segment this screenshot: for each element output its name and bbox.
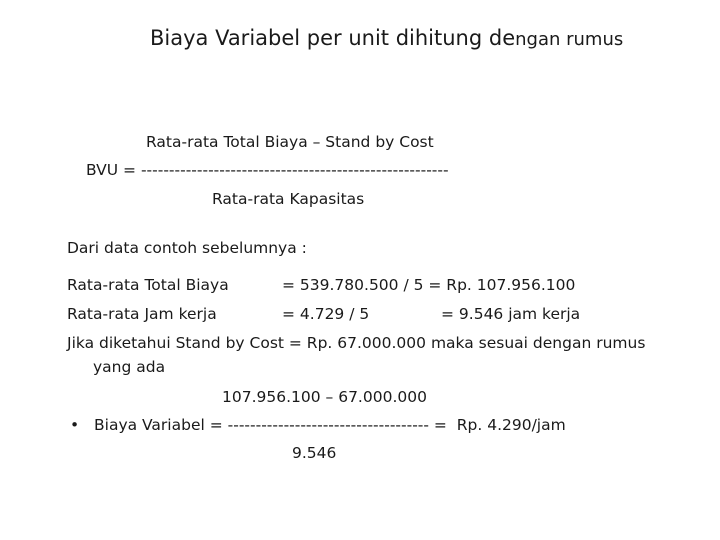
standby-condition-line1: Jika diketahui Stand by Cost = Rp. 67.000.000 maka sesuai dengan rumus (67, 334, 646, 352)
bvu-formula-line: BVU = ------------------------------------------------------- (86, 161, 449, 179)
calc-denominator: 9.546 (292, 444, 337, 462)
bvu-denominator: Rata-rata Kapasitas (212, 190, 365, 208)
avg-total-cost-label: Rata-rata Total Biaya (67, 276, 229, 294)
avg-work-hours-label: Rata-rata Jam kerja (67, 305, 217, 323)
standby-condition-line2: yang ada (93, 358, 166, 376)
title-main: Biaya Variabel per unit dihitung de (150, 26, 516, 50)
bullet-icon: • (70, 416, 80, 434)
calc-numerator: 107.956.100 – 67.000.000 (222, 388, 427, 406)
avg-total-cost-value: = 539.780.500 / 5 = Rp. 107.956.100 (282, 276, 576, 294)
bvu-numerator: Rata-rata Total Biaya – Stand by Cost (146, 133, 434, 151)
avg-work-hours-value: = 4.729 / 5 (282, 305, 370, 323)
slide-title (150, 28, 623, 49)
example-intro: Dari data contoh sebelumnya : (67, 239, 307, 257)
title-tail: ngan rumus (515, 29, 624, 50)
variable-cost-formula-line: Biaya Variabel = ------------------------------------ = Rp. 4.290/jam (94, 416, 566, 434)
avg-work-hours-result: = 9.546 jam kerja (441, 305, 581, 323)
